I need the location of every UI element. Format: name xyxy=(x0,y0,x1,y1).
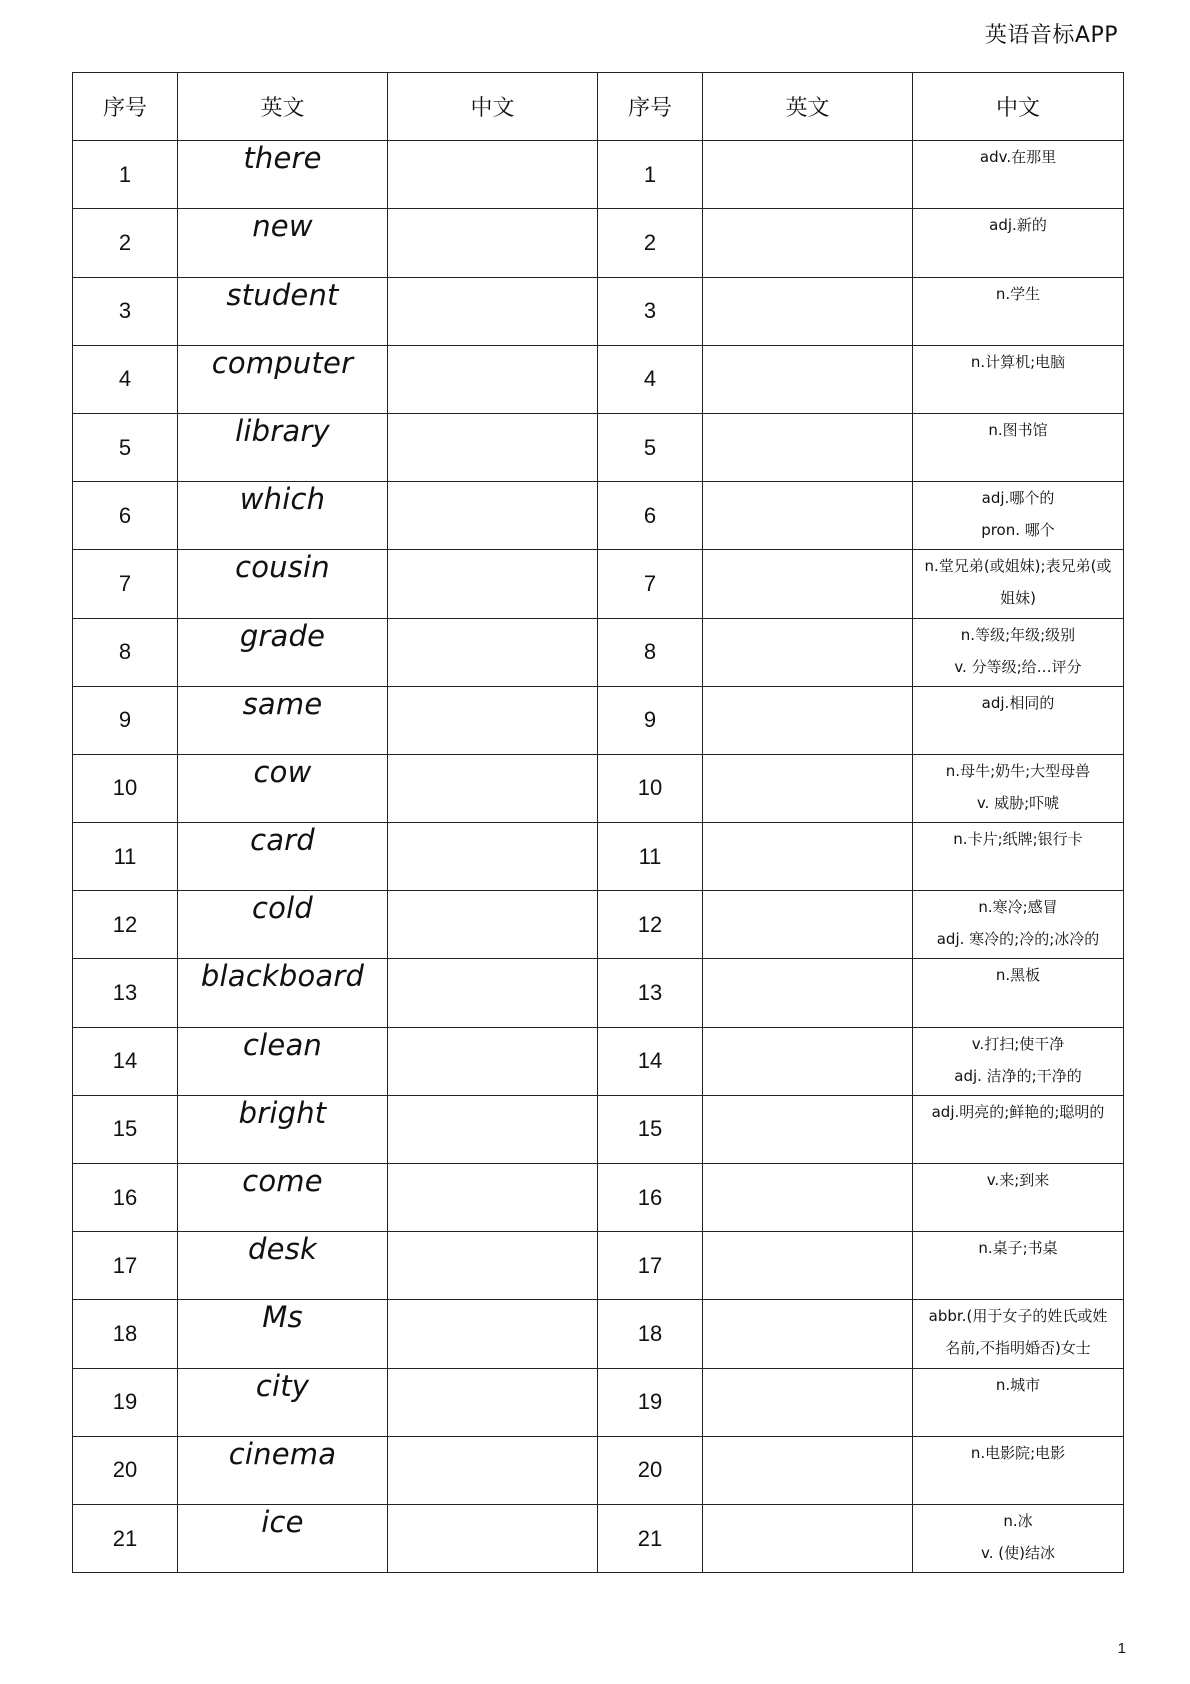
table-row xyxy=(73,823,1124,891)
page-number: 1 xyxy=(1117,1640,1126,1657)
row-number-right: 9 xyxy=(598,686,703,754)
row-number-right: 18 xyxy=(598,1300,703,1368)
chinese-answer-blank[interactable] xyxy=(388,1504,598,1572)
chinese-meaning xyxy=(913,345,1124,413)
chinese-meaning xyxy=(913,413,1124,481)
meaning-line: n.冰 xyxy=(1003,1511,1033,1530)
table-row xyxy=(73,277,1124,345)
table-row xyxy=(73,141,1124,209)
row-number-right: 1 xyxy=(598,141,703,209)
english-word: cow xyxy=(178,754,388,822)
row-number-right: 11 xyxy=(598,823,703,891)
english-word: there xyxy=(178,141,388,209)
english-answer-blank[interactable] xyxy=(703,1232,913,1300)
row-number-left: 16 xyxy=(73,1164,178,1232)
english-word: computer xyxy=(178,345,388,413)
english-word: library xyxy=(178,413,388,481)
chinese-meaning xyxy=(913,209,1124,277)
row-number-left: 3 xyxy=(73,277,178,345)
english-answer-blank[interactable] xyxy=(703,209,913,277)
chinese-answer-blank[interactable] xyxy=(388,823,598,891)
meaning-line: v.来;到来 xyxy=(986,1171,1050,1189)
english-answer-blank[interactable] xyxy=(703,754,913,822)
meaning-line: adv.在那里 xyxy=(979,148,1057,167)
chinese-meaning xyxy=(913,1164,1124,1232)
row-number-left: 15 xyxy=(73,1095,178,1163)
english-word: card xyxy=(178,823,388,891)
chinese-answer-blank[interactable] xyxy=(388,618,598,686)
english-answer-blank[interactable] xyxy=(703,1027,913,1095)
row-number-left: 7 xyxy=(73,550,178,618)
english-word: same xyxy=(178,686,388,754)
chinese-answer-blank[interactable] xyxy=(388,550,598,618)
chinese-meaning xyxy=(913,1300,1124,1368)
english-answer-blank[interactable] xyxy=(703,1095,913,1163)
row-number-left: 20 xyxy=(73,1436,178,1504)
english-word: new xyxy=(178,209,388,277)
meaning-line: adj.哪个的 xyxy=(981,489,1055,508)
row-number-left: 18 xyxy=(73,1300,178,1368)
row-number-right: 17 xyxy=(598,1232,703,1300)
row-number-left: 2 xyxy=(73,209,178,277)
meaning-line: n.等级;年级;级别 xyxy=(960,625,1076,644)
meaning-line: adj.相同的 xyxy=(981,693,1055,712)
chinese-meaning xyxy=(913,482,1124,550)
chinese-answer-blank[interactable] xyxy=(388,959,598,1027)
chinese-answer-blank[interactable] xyxy=(388,345,598,413)
chinese-answer-blank[interactable] xyxy=(388,209,598,277)
meaning-line: v. (使)结冰 xyxy=(981,1543,1055,1562)
meaning-line: adj. 洁净的;干净的 xyxy=(954,1066,1082,1085)
english-word: come xyxy=(178,1164,388,1232)
row-number-right: 7 xyxy=(598,550,703,618)
row-number-left: 13 xyxy=(73,959,178,1027)
row-number-right: 4 xyxy=(598,345,703,413)
meaning-line: adj.新的 xyxy=(989,216,1047,235)
meaning-line: n.堂兄弟(或姐妹);表兄弟(或 xyxy=(924,557,1112,576)
vocabulary-table xyxy=(72,72,1124,1573)
table-header-row xyxy=(73,73,1124,141)
row-number-left: 4 xyxy=(73,345,178,413)
meaning-line: n.寒冷;感冒 xyxy=(978,898,1058,917)
chinese-answer-blank[interactable] xyxy=(388,891,598,959)
english-answer-blank[interactable] xyxy=(703,550,913,618)
chinese-meaning xyxy=(913,618,1124,686)
chinese-answer-blank[interactable] xyxy=(388,1232,598,1300)
english-word: cousin xyxy=(178,550,388,618)
chinese-meaning xyxy=(913,959,1124,1027)
row-number-left: 10 xyxy=(73,754,178,822)
row-number-right: 20 xyxy=(598,1436,703,1504)
chinese-answer-blank[interactable] xyxy=(388,482,598,550)
chinese-meaning xyxy=(913,550,1124,618)
english-answer-blank[interactable] xyxy=(703,959,913,1027)
table-row xyxy=(73,1164,1124,1232)
english-answer-blank[interactable] xyxy=(703,1300,913,1368)
row-number-right: 6 xyxy=(598,482,703,550)
chinese-meaning xyxy=(913,1368,1124,1436)
row-number-right: 19 xyxy=(598,1368,703,1436)
brand-title: 英语音标APP xyxy=(984,23,1118,48)
english-word: student xyxy=(178,277,388,345)
english-word: clean xyxy=(178,1027,388,1095)
meaning-line: abbr.(用于女子的姓氏或姓 xyxy=(928,1307,1108,1326)
meaning-line: n.图书馆 xyxy=(988,420,1048,439)
row-number-left: 1 xyxy=(73,141,178,209)
meaning-line: pron. 哪个 xyxy=(981,521,1055,540)
chinese-meaning xyxy=(913,277,1124,345)
table-row xyxy=(73,209,1124,277)
header-english-left: 英文 xyxy=(178,73,388,141)
chinese-meaning xyxy=(913,686,1124,754)
english-word: city xyxy=(178,1368,388,1436)
table-row xyxy=(73,754,1124,822)
english-answer-blank[interactable] xyxy=(703,1504,913,1572)
table-row xyxy=(73,1095,1124,1163)
meaning-line: n.黑板 xyxy=(995,966,1041,985)
meaning-line: v. 分等级;给…评分 xyxy=(954,657,1082,676)
english-word: cinema xyxy=(178,1436,388,1504)
row-number-left: 14 xyxy=(73,1027,178,1095)
english-answer-blank[interactable] xyxy=(703,1436,913,1504)
table-row xyxy=(73,618,1124,686)
english-answer-blank[interactable] xyxy=(703,1164,913,1232)
meaning-line: 名前,不指明婚否)女士 xyxy=(945,1339,1091,1358)
meaning-line: n.城市 xyxy=(995,1375,1041,1394)
meaning-line: adj.明亮的;鲜艳的;聪明的 xyxy=(931,1102,1105,1121)
table-row xyxy=(73,482,1124,550)
chinese-answer-blank[interactable] xyxy=(388,413,598,481)
table-row xyxy=(73,686,1124,754)
meaning-line: 姐妹) xyxy=(1000,589,1036,608)
row-number-left: 6 xyxy=(73,482,178,550)
row-number-left: 21 xyxy=(73,1504,178,1572)
row-number-right: 2 xyxy=(598,209,703,277)
english-answer-blank[interactable] xyxy=(703,823,913,891)
header-number-left: 序号 xyxy=(73,73,178,141)
table-row xyxy=(73,959,1124,1027)
chinese-meaning xyxy=(913,891,1124,959)
table-row xyxy=(73,1300,1124,1368)
chinese-meaning xyxy=(913,1095,1124,1163)
row-number-left: 17 xyxy=(73,1232,178,1300)
chinese-answer-blank[interactable] xyxy=(388,686,598,754)
english-answer-blank[interactable] xyxy=(703,482,913,550)
row-number-left: 5 xyxy=(73,413,178,481)
vocabulary-table-body xyxy=(73,141,1124,1573)
table-row xyxy=(73,1368,1124,1436)
english-answer-blank[interactable] xyxy=(703,141,913,209)
english-answer-blank[interactable] xyxy=(703,618,913,686)
english-answer-blank[interactable] xyxy=(703,1368,913,1436)
meaning-line: n.学生 xyxy=(995,284,1041,303)
row-number-right: 13 xyxy=(598,959,703,1027)
meaning-line: n.母牛;奶牛;大型母兽 xyxy=(945,761,1091,780)
english-word: blackboard xyxy=(178,959,388,1027)
english-answer-blank[interactable] xyxy=(703,891,913,959)
chinese-answer-blank[interactable] xyxy=(388,1027,598,1095)
row-number-left: 12 xyxy=(73,891,178,959)
english-word: ice xyxy=(178,1504,388,1572)
chinese-answer-blank[interactable] xyxy=(388,141,598,209)
chinese-meaning xyxy=(913,754,1124,822)
english-word: cold xyxy=(178,891,388,959)
chinese-answer-blank[interactable] xyxy=(388,1164,598,1232)
chinese-meaning xyxy=(913,1027,1124,1095)
chinese-meaning xyxy=(913,1436,1124,1504)
chinese-answer-blank[interactable] xyxy=(388,754,598,822)
chinese-meaning xyxy=(913,1504,1124,1572)
row-number-left: 19 xyxy=(73,1368,178,1436)
chinese-meaning xyxy=(913,1232,1124,1300)
table-row xyxy=(73,550,1124,618)
row-number-left: 8 xyxy=(73,618,178,686)
table-row xyxy=(73,1232,1124,1300)
table-row xyxy=(73,1436,1124,1504)
chinese-answer-blank[interactable] xyxy=(388,277,598,345)
row-number-right: 16 xyxy=(598,1164,703,1232)
table-row xyxy=(73,1504,1124,1572)
header-chinese-right: 中文 xyxy=(913,73,1124,141)
row-number-right: 3 xyxy=(598,277,703,345)
meaning-line: v.打扫;使干净 xyxy=(971,1034,1065,1053)
table-row xyxy=(73,1027,1124,1095)
english-word: Ms xyxy=(178,1300,388,1368)
row-number-right: 15 xyxy=(598,1095,703,1163)
meaning-line: n.电影院;电影 xyxy=(970,1443,1066,1462)
chinese-answer-blank[interactable] xyxy=(388,1368,598,1436)
english-word: bright xyxy=(178,1095,388,1163)
meaning-line: adj. 寒冷的;冷的;冰冷的 xyxy=(936,930,1100,949)
row-number-right: 21 xyxy=(598,1504,703,1572)
chinese-answer-blank[interactable] xyxy=(388,1436,598,1504)
row-number-right: 10 xyxy=(598,754,703,822)
table-row xyxy=(73,891,1124,959)
header-number-right: 序号 xyxy=(598,73,703,141)
chinese-answer-blank[interactable] xyxy=(388,1095,598,1163)
row-number-right: 14 xyxy=(598,1027,703,1095)
english-word: grade xyxy=(178,618,388,686)
english-answer-blank[interactable] xyxy=(703,686,913,754)
header-english-right: 英文 xyxy=(703,73,913,141)
english-answer-blank[interactable] xyxy=(703,345,913,413)
english-word: which xyxy=(178,482,388,550)
meaning-line: v. 威胁;吓唬 xyxy=(976,793,1060,812)
header-chinese-left: 中文 xyxy=(388,73,598,141)
table-row xyxy=(73,413,1124,481)
row-number-right: 12 xyxy=(598,891,703,959)
chinese-meaning xyxy=(913,823,1124,891)
chinese-answer-blank[interactable] xyxy=(388,1300,598,1368)
row-number-right: 5 xyxy=(598,413,703,481)
english-answer-blank[interactable] xyxy=(703,413,913,481)
table-row xyxy=(73,345,1124,413)
chinese-meaning xyxy=(913,141,1124,209)
meaning-line: n.卡片;纸牌;银行卡 xyxy=(953,830,1083,849)
row-number-right: 8 xyxy=(598,618,703,686)
english-word: desk xyxy=(178,1232,388,1300)
row-number-left: 11 xyxy=(73,823,178,891)
row-number-left: 9 xyxy=(73,686,178,754)
english-answer-blank[interactable] xyxy=(703,277,913,345)
meaning-line: n.桌子;书桌 xyxy=(978,1239,1058,1258)
meaning-line: n.计算机;电脑 xyxy=(970,352,1066,371)
